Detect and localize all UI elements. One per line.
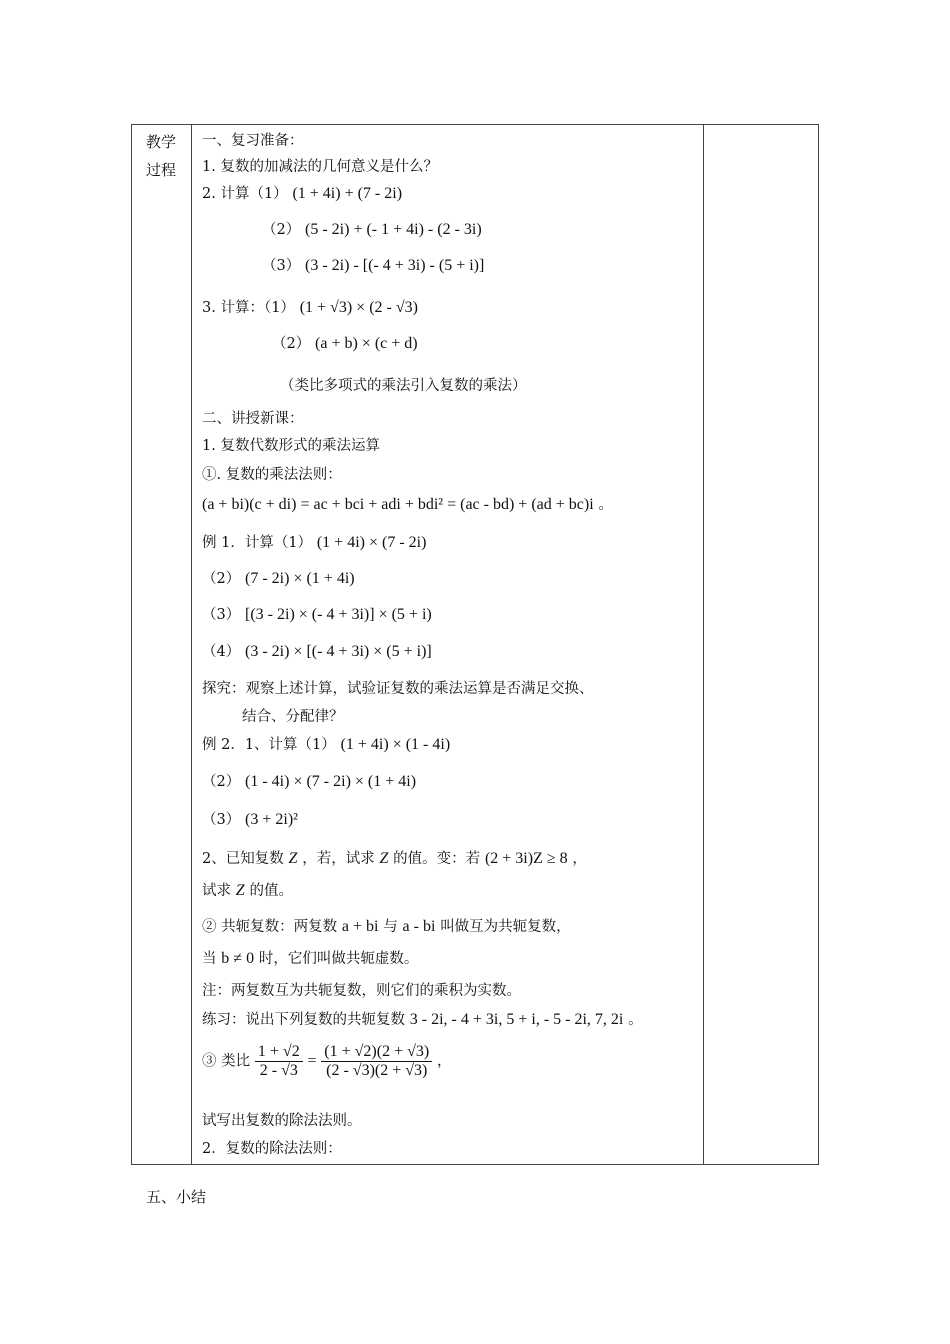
math-line: （2） (a + b) × (c + d) <box>272 335 418 352</box>
math-line: （2） (7 - 2i) × (1 + 4i) <box>202 570 355 587</box>
math-line: 2. 计算（1） (1 + 4i) + (7 - 2i) <box>202 185 403 202</box>
section-heading: 二、讲授新课： <box>202 411 304 427</box>
text-line: ② 共轭复数：两复数 a + bi 与 a - bi 叫做互为共轭复数， <box>202 918 571 935</box>
text-line: 1. 复数的加减法的几何意义是什么？ <box>202 159 438 175</box>
math-line: （3） [(3 - 2i) × (- 4 + 3i)] × (5 + i) <box>202 606 432 623</box>
math-line: （3） (3 - 2i) - [(- 4 + 3i) - (5 + i)] <box>262 257 485 274</box>
text-line: 一、复习准备： <box>202 133 304 149</box>
math-line: （2） (1 - 4i) × (7 - 2i) × (1 + 4i) <box>202 773 417 790</box>
math-line: (a + bi)(c + di) = ac + bci + adi + bdi² = (ac - bd) + (ad + bc)i 。 <box>202 496 613 513</box>
math-line: （3） (3 + 2i)² <box>202 811 298 828</box>
summary-heading: 五、小结 <box>146 1188 207 1206</box>
fraction-line: ③ 类比 $\frac{1 + √2}{2 - √3}$ = $\frac{(1 + √2)(2 + √3)}{(2 - √3)(2 + √3)}$ ， <box>202 1043 452 1079</box>
text-line: （类比多项式的乘法引入复数的乘法） <box>280 378 527 394</box>
side-label: 教学 过程 <box>146 133 177 179</box>
text-line: 当 b ≠ 0 时，它们叫做共轭虚数。 <box>202 950 419 967</box>
fraction: $\frac{1 + √2}{2 - √3}$ <box>255 1043 303 1080</box>
text-line: 练习：说出下列复数的共轭复数 3 - 2i, - 4 + 3i, 5 + i, - 5 - 2i, 7, 2i 。 <box>202 1011 643 1028</box>
text-line: 2．复数的除法法则： <box>202 1141 342 1157</box>
math-line: 3. 计算：（1） (1 + √3) × (2 - √3) <box>202 299 418 316</box>
text-line: 结合、分配律？ <box>242 709 344 725</box>
text-line: 1. 复数代数形式的乘法运算 <box>202 438 380 454</box>
column-divider <box>191 125 192 1164</box>
math-line: 例 1．计算（1） (1 + 4i) × (7 - 2i) <box>202 534 427 551</box>
text-line: 试求 Z 的值。 <box>202 882 293 899</box>
math-line: （4） (3 - 2i) × [(- 4 + 3i) × (5 + i)] <box>202 643 432 660</box>
math-line: （2） (5 - 2i) + (- 1 + 4i) - (2 - 3i) <box>262 221 482 238</box>
text-line: ①. 复数的乘法法则： <box>202 467 342 483</box>
lesson-table <box>131 124 819 1165</box>
math-line: 例 2．1、计算（1） (1 + 4i) × (1 - 4i) <box>202 736 451 753</box>
text-line: 2、已知复数 Z ，若，试求 Z 的值。变：若 (2 + 3i)Z ≥ 8 ， <box>202 850 587 867</box>
column-divider <box>703 125 704 1164</box>
fraction: $\frac{(1 + √2)(2 + √3)}{(2 - √3)(2 + √3)}$ <box>321 1043 432 1080</box>
text-line: 注：两复数互为共轭复数，则它们的乘积为实数。 <box>202 983 521 999</box>
text-line: 探究：观察上述计算，试验证复数的乘法运算是否满足交换、 <box>202 681 594 697</box>
text-line: 试写出复数的除法法则。 <box>202 1113 362 1129</box>
